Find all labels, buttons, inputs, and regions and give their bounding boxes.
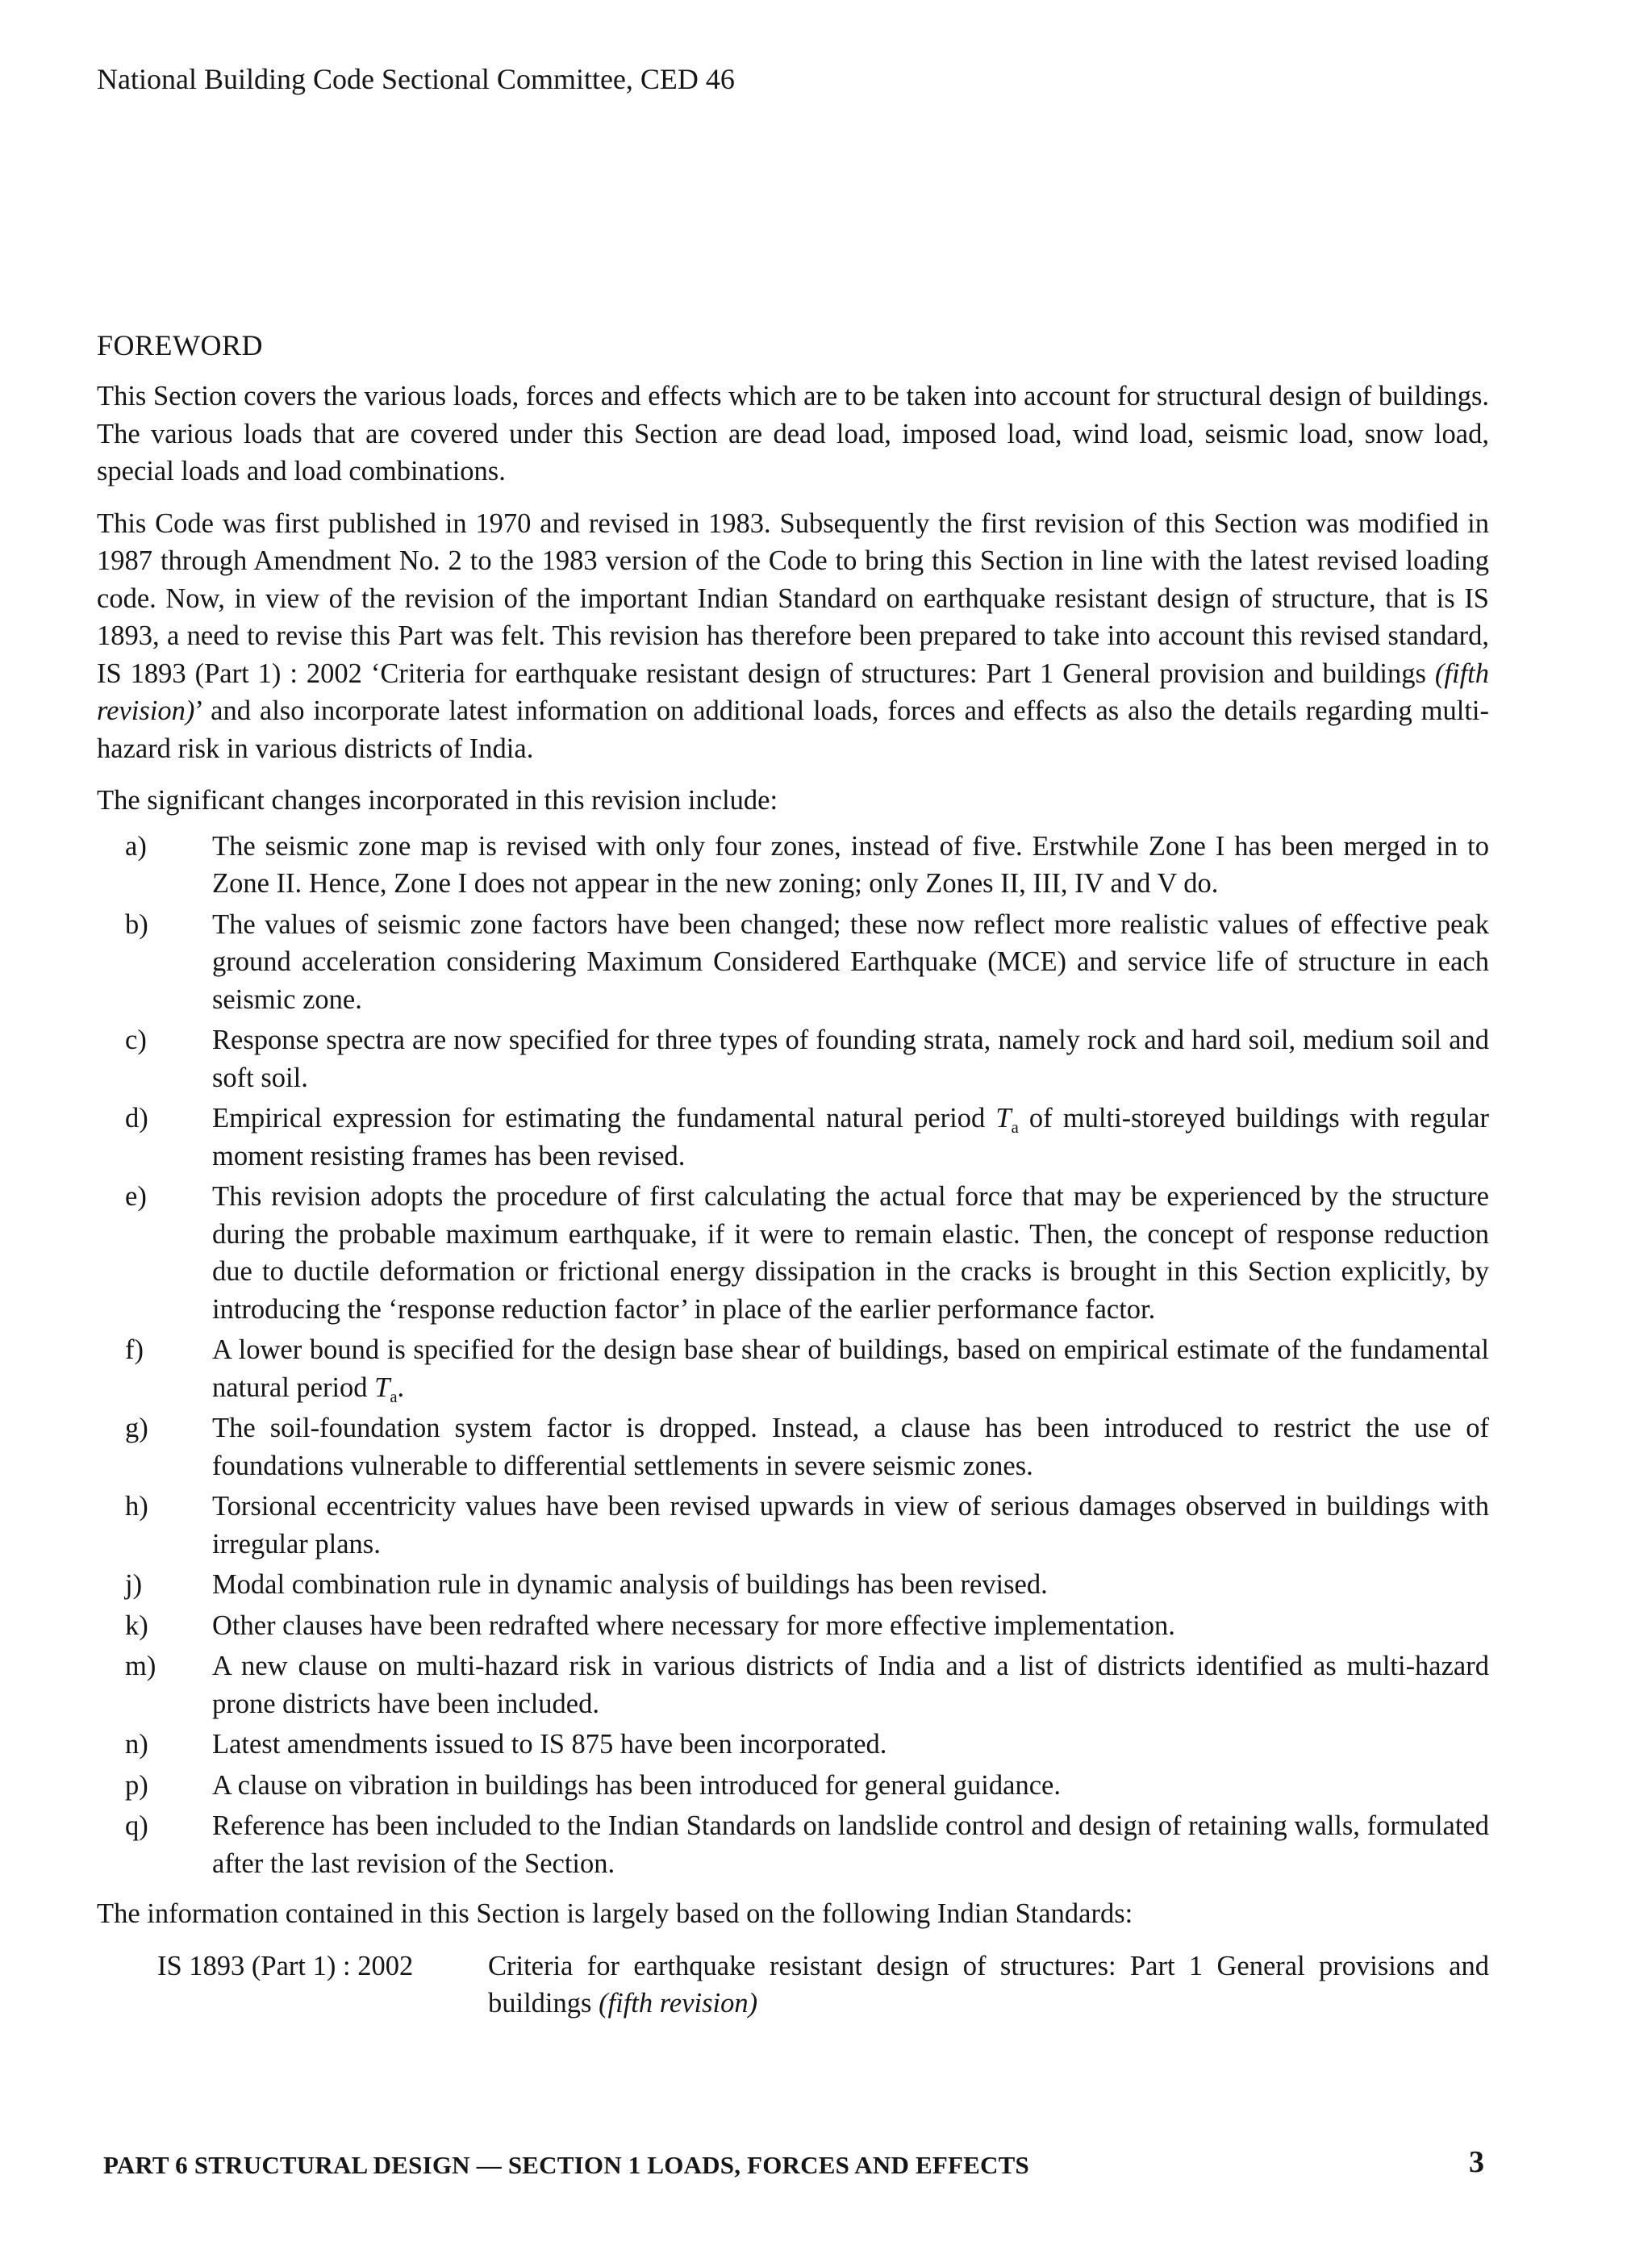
change-item bbox=[97, 1566, 1489, 1604]
change-text: Other clauses have been redrafted where necessary for more effective implementation. bbox=[212, 1610, 1175, 1641]
change-item bbox=[97, 1331, 1489, 1406]
change-letter: k) bbox=[125, 1610, 148, 1641]
change-text: The seismic zone map is revised with only four zones, instead of five. Erstwhile Zone I has been merged in to Zone II. Hence, Zone I does not appear in the new zoning; only Zones II, III, IV and V do. bbox=[212, 830, 1489, 899]
change-item bbox=[97, 1807, 1489, 1882]
change-letter: n) bbox=[125, 1729, 148, 1760]
change-text-b: . bbox=[397, 1372, 405, 1403]
standards-intro: The information contained in this Section is largely based on the following Indian Standards: bbox=[97, 1898, 1133, 1929]
change-text: This revision adopts the procedure of first calculating the actual force that may be experienced by the structure during the probable maximum earthquake, if it were to remain elastic. Then, the concept of response reduction due to ductile deformation or frictional energy dissipation in the cracks is brought in this Section explicitly, by introducing the ‘response reduction factor’ in place of the earlier performance factor. bbox=[212, 1181, 1489, 1325]
change-letter: g) bbox=[125, 1413, 148, 1443]
standard-title-italic: (fifth revision) bbox=[599, 1988, 758, 2019]
change-item bbox=[97, 1767, 1489, 1805]
change-letter: c) bbox=[125, 1025, 147, 1055]
change-text: The values of seismic zone factors have been changed; these now reflect more realistic values of effective peak ground acceleration considering Maximum Considered Earthquake (MCE) and service life of structure in each seismic zone. bbox=[212, 908, 1489, 1015]
change-letter: h) bbox=[125, 1491, 148, 1522]
foreword-heading: FOREWORD bbox=[97, 329, 264, 361]
change-item bbox=[97, 1100, 1489, 1175]
change-item bbox=[97, 1607, 1489, 1645]
standard-code: IS 1893 (Part 1) : 2002 bbox=[157, 1950, 414, 1981]
change-item bbox=[97, 1647, 1489, 1722]
change-item bbox=[97, 1021, 1489, 1096]
change-letter: f) bbox=[125, 1334, 144, 1365]
change-item bbox=[97, 906, 1489, 1019]
change-letter: d) bbox=[125, 1103, 148, 1134]
change-text bbox=[212, 1100, 1489, 1175]
change-text: Latest amendments issued to IS 875 have been incorporated. bbox=[212, 1729, 887, 1760]
change-letter: q) bbox=[125, 1810, 148, 1841]
paragraph-history bbox=[97, 505, 1489, 768]
paragraph-history-italic: (fifth revision) bbox=[97, 658, 1489, 726]
change-text-a: Empirical expression for estimating the fundamental natural period bbox=[212, 1103, 996, 1134]
paragraph-scope: This Section covers the various loads, forces and effects which are to be taken into account for structural design of buildings. The various loads that are covered under this Section are dead load, imposed load, wind load, seismic load, snow load, special loads and load combinations. bbox=[97, 381, 1489, 486]
change-item bbox=[97, 1726, 1489, 1764]
change-item bbox=[97, 1178, 1489, 1328]
paragraph-history-text-a: This Code was first published in 1970 and revised in 1983. Subsequently the first revision of this Section was modified in 1987 through Amendment No. 2 to the 1983 version of the Code to bring this Section in line with the latest revised loading code. Now, in view of the revision of the important Indian Standard on earthquake resistant design of structure, that is IS 1893, a need to revise this Part was felt. This revision has therefore been prepared to take into account this revised standard, IS 1893 (Part 1) : 2002 ‘Criteria for earthquake resistant design of structures: Part 1 General provision and buildings bbox=[97, 507, 1489, 689]
foreword-body bbox=[97, 378, 1489, 2028]
change-item bbox=[97, 1488, 1489, 1563]
period-subscript: a bbox=[390, 1388, 398, 1406]
change-text: Modal combination rule in dynamic analysis of buildings has been revised. bbox=[212, 1569, 1048, 1600]
change-text: Reference has been included to the Indian Standards on landslide control and design of retaining walls, formulated after the last revision of the Section. bbox=[212, 1810, 1489, 1879]
change-item bbox=[97, 1409, 1489, 1484]
standard-title-text: Criteria for earthquake resistant design of structures: Part 1 General provisions and buildings bbox=[488, 1950, 1489, 2019]
change-text: The soil-foundation system factor is dropped. Instead, a clause has been introduced to restrict the use of foundations vulnerable to differential settlements in severe seismic zones. bbox=[212, 1413, 1489, 1481]
page-number: 3 bbox=[1469, 2145, 1484, 2179]
change-text bbox=[212, 1331, 1489, 1406]
change-letter: a) bbox=[125, 830, 147, 862]
change-letter: m) bbox=[125, 1651, 156, 1681]
footer-part-title: PART 6 STRUCTURAL DESIGN — SECTION 1 LOADS, FORCES AND EFFECTS bbox=[103, 2151, 1029, 2179]
change-item bbox=[97, 828, 1489, 903]
change-text-b: of multi-storeyed buildings with regular moment resisting frames has been revised. bbox=[212, 1103, 1489, 1171]
change-text: A new clause on multi-hazard risk in various districts of India and a list of districts identified as multi-hazard prone districts have been included. bbox=[212, 1651, 1489, 1719]
changes-list bbox=[97, 828, 1489, 1883]
period-subscript: a bbox=[1011, 1119, 1019, 1138]
change-text-a: A lower bound is specified for the design base shear of buildings, based on empirical estimate of the fundamental natural period bbox=[212, 1334, 1489, 1403]
standard-reference bbox=[97, 1948, 1489, 2028]
period-symbol: T bbox=[374, 1372, 390, 1403]
change-text: Response spectra are now specified for three types of founding strata, namely rock and hard soil, medium soil and soft soil. bbox=[212, 1025, 1489, 1093]
change-text: A clause on vibration in buildings has been introduced for general guidance. bbox=[212, 1769, 1061, 1801]
changes-intro: The significant changes incorporated in this revision include: bbox=[97, 785, 778, 816]
change-text: Torsional eccentricity values have been revised upwards in view of serious damages observed in buildings with irregular plans. bbox=[212, 1491, 1489, 1559]
paragraph-history-text-b: ’ and also incorporate latest information on additional loads, forces and effects as also the details regarding multi-hazard risk in various districts of India. bbox=[97, 695, 1489, 764]
change-letter: p) bbox=[125, 1769, 148, 1801]
standard-title bbox=[488, 1948, 1489, 2023]
period-symbol: T bbox=[995, 1103, 1012, 1134]
committee-header: National Building Code Sectional Committee, CED 46 bbox=[97, 63, 735, 95]
change-letter: b) bbox=[125, 908, 148, 940]
change-letter: e) bbox=[125, 1181, 147, 1212]
change-letter: j) bbox=[125, 1569, 143, 1600]
